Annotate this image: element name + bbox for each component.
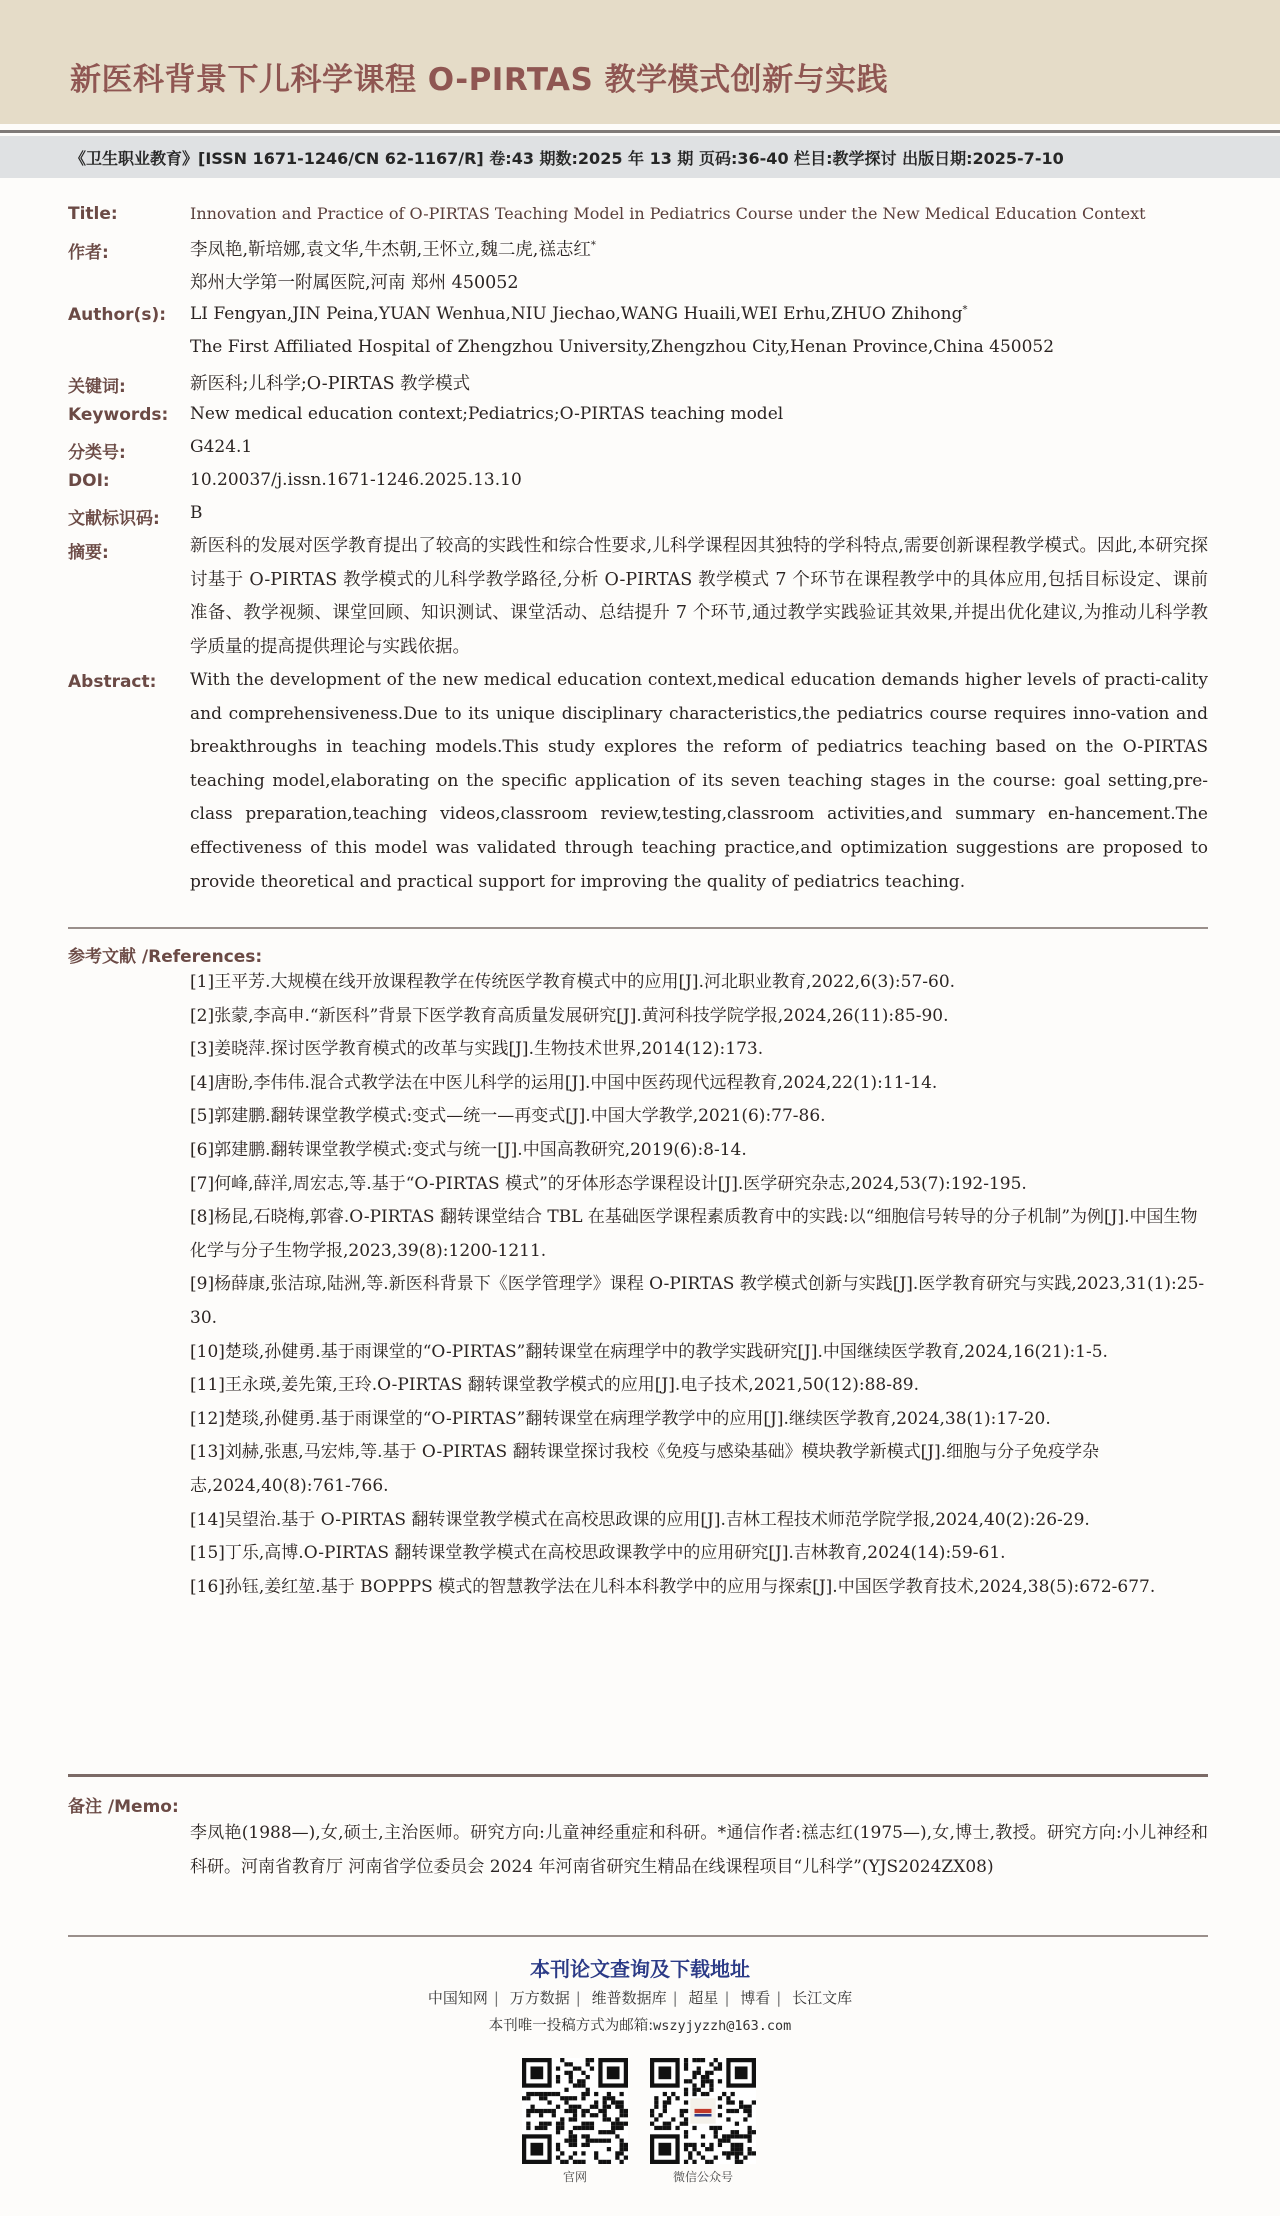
abstract-cn: 新医科的发展对医学教育提出了较高的实践性和综合性要求,儿科学课程因其独特的学科特点,需要创新课程教学模式。因此,本研究探讨基于 O-PIRTAS 教学模式的儿科学教学路径,分析 O-PIRTAS 教学模式 7 个环节在课程教学中的具体应用,包括目标设定、课前准备、教学视频、课堂回顾、知识测试、课堂活动、总结提升 7 个环节,通过教学实践验证其效果,并提出优化建议,为推动儿科学教学质量的提高提供理论与实践依据。 bbox=[190, 536, 1208, 657]
reference-item: [2]张蒙,李高申.“新医科”背景下医学教育高质量发展研究[J].黄河科技学院学报,2024,26(11):85-90. bbox=[190, 1005, 949, 1026]
clc-label: 分类号: bbox=[68, 443, 126, 463]
database-link[interactable]: 博看 bbox=[740, 1989, 771, 2007]
authors-en: LI Fengyan,JIN Peina,YUAN Wenhua,NIU Jiechao,WANG Huaili,WEI Erhu,ZHUO Zhihong* bbox=[190, 304, 968, 324]
keywords-en-label: Keywords: bbox=[68, 405, 169, 425]
reference-item: [4]唐盼,李伟伟.混合式教学法在中医儿科学的运用[J].中国中医药现代远程教育,2024,22(1):11-14. bbox=[190, 1072, 938, 1093]
database-link[interactable]: 维普数据库 bbox=[591, 1989, 667, 2007]
title-band bbox=[0, 0, 1280, 124]
doi-label: DOI: bbox=[68, 471, 110, 491]
reference-item: [1]王平芳.大规模在线开放课程教学在传统医学教育模式中的应用[J].河北职业教育,2022,6(3):57-60. bbox=[190, 972, 956, 992]
authors-en-label: Author(s): bbox=[68, 305, 167, 325]
qr-wechat[interactable] bbox=[648, 2058, 758, 2185]
affiliation-en: The First Affiliated Hospital of Zhengzhou University,Zhengzhou City,Henan Province,China 450052 bbox=[190, 337, 1055, 357]
article-title: 新医科背景下儿科学课程 O-PIRTAS 教学模式创新与实践 bbox=[70, 62, 889, 98]
reference-item: [3]姜晓萍.探讨医学教育模式的改革与实践[J].生物技术世界,2014(12):173. bbox=[190, 1039, 764, 1060]
english-title: Innovation and Practice of O-PIRTAS Teaching Model in Pediatrics Course under the New Medical Education Context bbox=[190, 204, 1146, 223]
header-divider bbox=[0, 130, 1280, 133]
qr-official-site[interactable] bbox=[520, 2058, 630, 2185]
reference-item: [15]丁乐,高博.O-PIRTAS 翻转课堂教学模式在高校思政课教学中的应用研究[J].吉林教育,2024(14):59-61. bbox=[190, 1543, 1006, 1564]
reference-item: [14]吴望治.基于 O-PIRTAS 翻转课堂教学模式在高校思政课的应用[J].吉林工程技术师范学院学报,2024,40(2):26-29. bbox=[190, 1509, 1090, 1530]
doi-value[interactable]: 10.20037/j.issn.1671-1246.2025.13.10 bbox=[190, 470, 522, 490]
database-link[interactable]: 万方数据 bbox=[509, 1989, 570, 2007]
memo-divider bbox=[68, 1774, 1208, 1777]
authors-cn: 李凤艳,靳培娜,袁文华,牛杰朝,王怀立,魏二虎,禚志红* bbox=[190, 240, 596, 260]
database-link[interactable]: 长江文库 bbox=[792, 1989, 853, 2007]
abstract-en: With the development of the new medical education context,medical education demands higher levels of practi-cality and comprehensiveness.Due to its unique disciplinary characteristics,the pediatrics course requires inno-vation and breakthroughs in teaching models.This study explores the reform of pediatrics teaching based on the O-PIRTAS teaching model,elaborating on the specific application of its seven teaching stages in the course: goal setting,pre-class preparation,teaching videos,classroom review,testing,classroom activities,and summary en-hancement.The effectiveness of this model was validated through teaching practice,and optimization suggestions are proposed to provide theoretical and practical support for improving the quality of pediatrics teaching. bbox=[190, 670, 1208, 892]
abstract-cn-label: 摘要: bbox=[68, 543, 109, 563]
memo-text: 李凤艳(1988—),女,硕士,主治医师。研究方向:儿童神经重症和科研。*通信作者:禚志红(1975—),女,博士,教授。研究方向:小儿神经和科研。河南省教育厅 河南省学位委员会 2024 年河南省研究生精品在线课程项目“儿科学”(YJS2024ZX08) bbox=[190, 1823, 1208, 1877]
footer-title: 本刊论文查询及下载地址 bbox=[530, 1957, 750, 1981]
keywords-cn: 新医科;儿科学;O-PIRTAS 教学模式 bbox=[190, 374, 471, 394]
reference-item: [13]刘赫,张惠,马宏炜,等.基于 O-PIRTAS 翻转课堂探讨我校《免疫与感染基础》模块教学新模式[J].细胞与分子免疫学杂志,2024,40(8):761-766. bbox=[190, 1442, 1100, 1496]
section-divider bbox=[68, 927, 1208, 929]
reference-item: [11]王永瑛,姜先策,王玲.O-PIRTAS 翻转课堂教学模式的应用[J].电子技术,2021,50(12):88-89. bbox=[190, 1375, 920, 1396]
reference-item: [7]何峰,薛洋,周宏志,等.基于“O-PIRTAS 模式”的牙体形态学课程设计[J].医学研究杂志,2024,53(7):192-195. bbox=[190, 1173, 1027, 1194]
qr-code-icon bbox=[522, 2058, 628, 2164]
database-list: 中国知网 | 万方数据 | 维普数据库 | 超星 | 博看 | 长江文库 bbox=[427, 1989, 853, 2007]
reference-list bbox=[190, 966, 1208, 1604]
qr-caption: 微信公众号 bbox=[672, 2170, 733, 2184]
references-label: 参考文献 /References: bbox=[68, 947, 263, 967]
abstract-en-label: Abstract: bbox=[68, 672, 157, 692]
keywords-cn-label: 关键词: bbox=[68, 377, 126, 397]
submission-email: 本刊唯一投稿方式为邮箱:wszyjyzzh@163.com bbox=[488, 2018, 792, 2034]
doc-code-value: B bbox=[190, 503, 203, 523]
reference-item: [16]孙钰,姜红堃.基于 BOPPPS 模式的智慧教学法在儿科本科教学中的应用与探索[J].中国医学教育技术,2024,38(5):672-677. bbox=[190, 1576, 1156, 1597]
clc-value: G424.1 bbox=[190, 437, 253, 457]
reference-item: [9]杨薛康,张洁琼,陆洲,等.新医科背景下《医学管理学》课程 O-PIRTAS 教学模式创新与实践[J].医学教育研究与实践,2023,31(1):25-30. bbox=[190, 1274, 1205, 1328]
corresponding-mark: * bbox=[590, 240, 596, 252]
reference-item: [12]楚琰,孙健勇.基于雨课堂的“O-PIRTAS”翻转课堂在病理学教学中的应用[J].继续医学教育,2024,38(1):17-20. bbox=[190, 1408, 1051, 1429]
qr-code-icon bbox=[650, 2058, 756, 2164]
doc-code-label: 文献标识码: bbox=[68, 509, 160, 529]
reference-item: [8]杨昆,石晓梅,郭睿.O-PIRTAS 翻转课堂结合 TBL 在基础医学课程素质教育中的实践:以“细胞信号转导的分子机制”为例[J].中国生物化学与分子生物学报,2023,39(8):1200-1211. bbox=[190, 1207, 1198, 1261]
affiliation-cn: 郑州大学第一附属医院,河南 郑州 450052 bbox=[190, 273, 519, 293]
database-link[interactable]: 超星 bbox=[688, 1989, 719, 2007]
title-label: Title: bbox=[68, 204, 118, 224]
email-link[interactable]: wszyjyzzh@163.com bbox=[653, 2018, 792, 2034]
footer-divider bbox=[68, 1935, 1208, 1937]
reference-item: [5]郭建鹏.翻转课堂教学模式:变式—统一—再变式[J].中国大学教学,2021(6):77-86. bbox=[190, 1106, 826, 1127]
database-link[interactable]: 中国知网 bbox=[427, 1989, 488, 2007]
citation-band bbox=[0, 136, 1280, 178]
qr-caption: 官网 bbox=[562, 2170, 587, 2184]
authors-cn-label: 作者: bbox=[68, 243, 109, 263]
keywords-en: New medical education context;Pediatrics;O-PIRTAS teaching model bbox=[190, 404, 784, 424]
reference-item: [6]郭建鹏.翻转课堂教学模式:变式与统一[J].中国高教研究,2019(6):8-14. bbox=[190, 1139, 747, 1160]
memo-label: 备注 /Memo: bbox=[68, 1797, 179, 1817]
reference-item: [10]楚琰,孙健勇.基于雨课堂的“O-PIRTAS”翻转课堂在病理学中的教学实践研究[J].中国继续医学教育,2024,16(21):1-5. bbox=[190, 1341, 1108, 1362]
citation-meta: 《卫生职业教育》[ISSN 1671-1246/CN 62-1167/R] 卷:43 期数:2025 年 13 期 页码:36-40 栏目:教学探讨 出版日期:2025-7-10 bbox=[70, 149, 1064, 168]
